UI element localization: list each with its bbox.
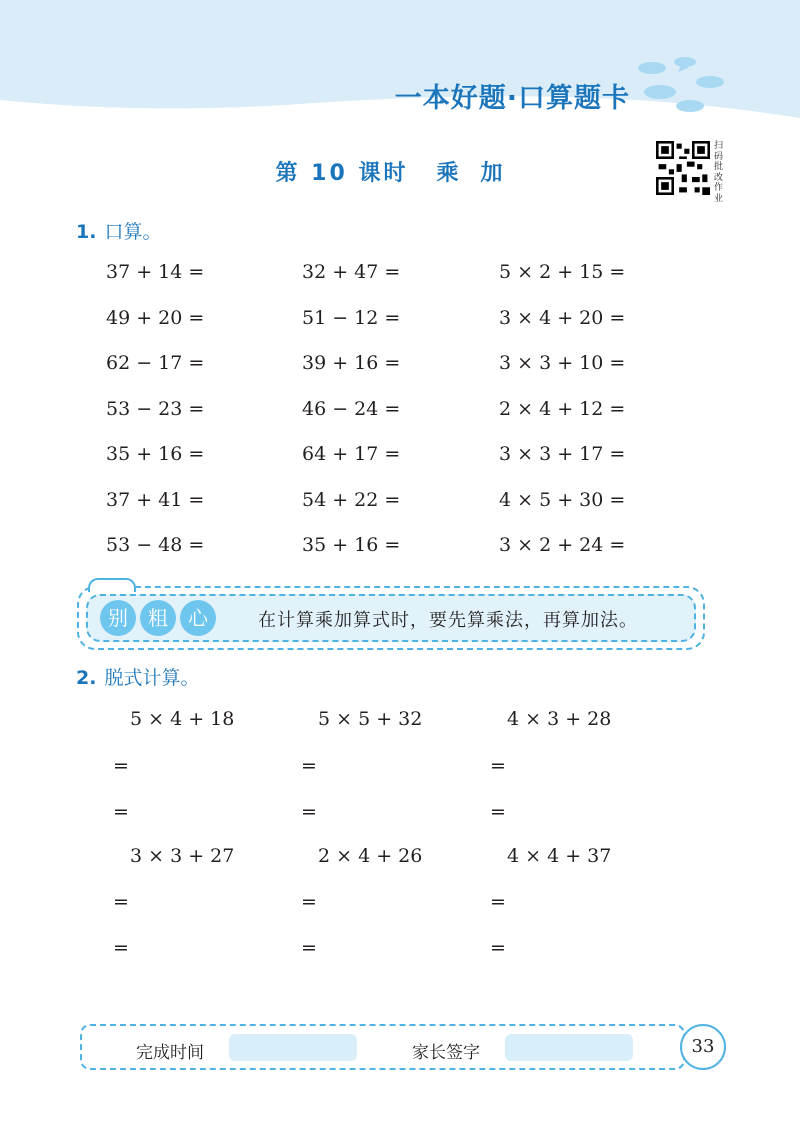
parent-signature-field[interactable] bbox=[505, 1034, 633, 1061]
qr-caption: 扫码批改作业 bbox=[714, 141, 724, 204]
brand-title: 一本好题·口算题卡 bbox=[394, 83, 630, 114]
oral-problem: 32 + 47 = bbox=[302, 261, 401, 283]
equals-line[interactable]: = bbox=[113, 891, 129, 913]
parent-signature-label: 家长签字 bbox=[412, 1043, 480, 1063]
oral-problem: 5 × 2 + 15 = bbox=[499, 261, 626, 283]
oral-problem: 37 + 41 = bbox=[106, 489, 205, 511]
equals-line[interactable]: = bbox=[113, 801, 129, 823]
tip-badge-char: 心 bbox=[180, 600, 216, 636]
oral-problem: 35 + 16 = bbox=[302, 534, 401, 556]
step-problem: 2 × 4 + 26 bbox=[318, 845, 423, 867]
section-2-title: 脱式计算。 bbox=[104, 667, 200, 689]
oral-problem: 64 + 17 = bbox=[302, 443, 401, 465]
step-problem: 4 × 3 + 28 bbox=[507, 708, 612, 730]
oral-problem: 53 − 23 = bbox=[106, 398, 205, 420]
oral-problem: 4 × 5 + 30 = bbox=[499, 489, 626, 511]
equals-line[interactable]: = bbox=[490, 937, 506, 959]
section-1-number: 1. bbox=[76, 221, 97, 243]
oral-problem: 54 + 22 = bbox=[302, 489, 401, 511]
tip-text: 在计算乘加算式时，要先算乘法，再算加法。 bbox=[258, 610, 638, 631]
equals-line[interactable]: = bbox=[113, 755, 129, 777]
completion-time-field[interactable] bbox=[229, 1034, 357, 1061]
step-problem: 5 × 5 + 32 bbox=[318, 708, 423, 730]
equals-line[interactable]: = bbox=[301, 891, 317, 913]
section-2-number: 2. bbox=[76, 667, 97, 689]
qr-code-icon[interactable] bbox=[656, 141, 710, 195]
equals-line[interactable]: = bbox=[490, 755, 506, 777]
oral-problem: 62 − 17 = bbox=[106, 352, 205, 374]
equals-line[interactable]: = bbox=[490, 801, 506, 823]
cloud-icon bbox=[630, 50, 730, 120]
page-number: 33 bbox=[680, 1024, 726, 1070]
oral-problem: 3 × 3 + 17 = bbox=[499, 443, 626, 465]
section-1-title: 口算。 bbox=[104, 221, 162, 243]
tip-badge-char: 粗 bbox=[140, 600, 176, 636]
oral-problem: 3 × 2 + 24 = bbox=[499, 534, 626, 556]
tip-badge-char: 别 bbox=[100, 600, 136, 636]
oral-problem: 53 − 48 = bbox=[106, 534, 205, 556]
equals-line[interactable]: = bbox=[301, 937, 317, 959]
step-problem: 3 × 3 + 27 bbox=[130, 845, 235, 867]
oral-problem: 35 + 16 = bbox=[106, 443, 205, 465]
section-1-heading bbox=[76, 217, 161, 244]
step-problem: 5 × 4 + 18 bbox=[130, 708, 235, 730]
lesson-topic: 乘加 bbox=[436, 161, 525, 186]
lesson-label: 第 10 课时 bbox=[275, 161, 409, 186]
oral-problem: 37 + 14 = bbox=[106, 261, 205, 283]
completion-time-label: 完成时间 bbox=[136, 1043, 204, 1063]
oral-problem: 49 + 20 = bbox=[106, 307, 205, 329]
oral-problem: 3 × 3 + 10 = bbox=[499, 352, 626, 374]
equals-line[interactable]: = bbox=[301, 801, 317, 823]
tip-tab bbox=[88, 578, 136, 592]
oral-problem: 39 + 16 = bbox=[302, 352, 401, 374]
oral-problem: 3 × 4 + 20 = bbox=[499, 307, 626, 329]
step-problem: 4 × 4 + 37 bbox=[507, 845, 612, 867]
section-2-heading bbox=[76, 663, 199, 690]
oral-problem: 2 × 4 + 12 = bbox=[499, 398, 626, 420]
oral-problem: 46 − 24 = bbox=[302, 398, 401, 420]
equals-line[interactable]: = bbox=[113, 937, 129, 959]
oral-problem: 51 − 12 = bbox=[302, 307, 401, 329]
equals-line[interactable]: = bbox=[301, 755, 317, 777]
equals-line[interactable]: = bbox=[490, 891, 506, 913]
